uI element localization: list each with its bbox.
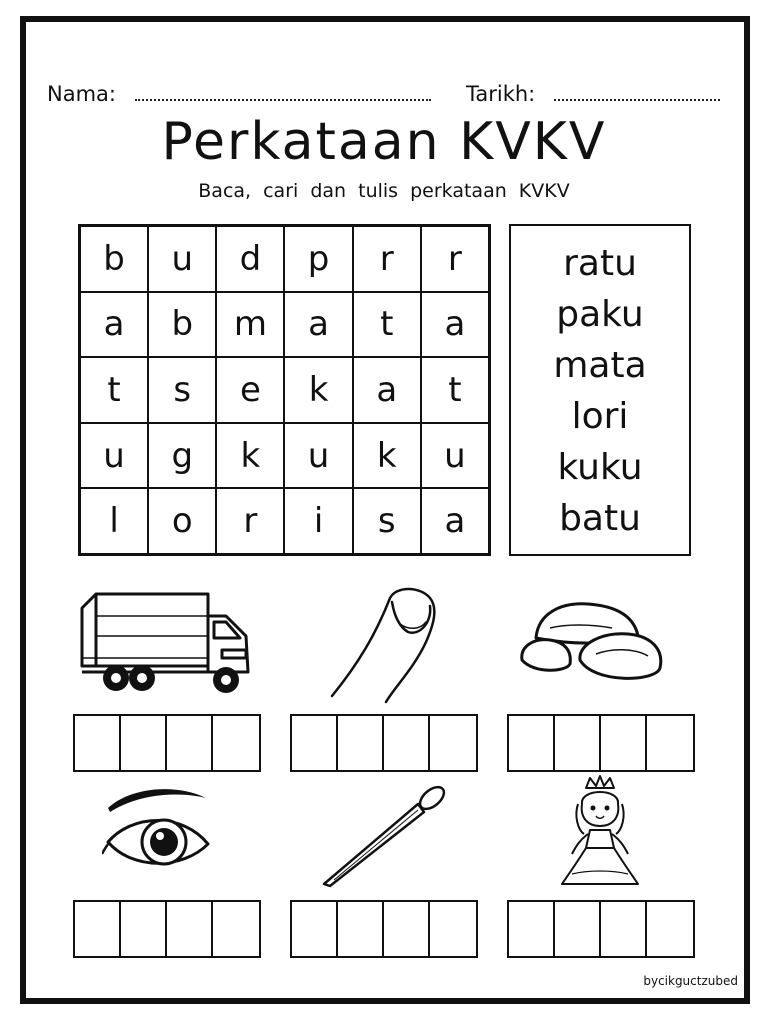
grid-cell[interactable]: k [284,357,352,423]
letter-box[interactable] [338,716,384,770]
word-list-item: batu [559,498,641,539]
answer-boxes-stones [507,714,695,772]
grid-cell[interactable]: r [216,488,284,554]
answer-boxes-nail [290,900,478,958]
name-label: Nama: [47,82,116,106]
letter-box[interactable] [121,902,167,956]
fingernail-picture [328,584,443,704]
letter-box[interactable] [555,902,601,956]
grid-cell[interactable]: l [80,488,148,554]
letter-box[interactable] [292,902,338,956]
grid-cell[interactable]: p [284,226,352,292]
letter-box[interactable] [167,716,213,770]
answer-boxes-queen [507,900,695,958]
word-list [509,224,691,556]
letter-box[interactable] [555,716,601,770]
grid-cell[interactable]: s [353,488,421,554]
name-blank[interactable] [135,83,431,101]
grid-cell[interactable]: t [421,357,489,423]
grid-cell[interactable]: i [284,488,352,554]
letter-box[interactable] [167,902,213,956]
letter-box[interactable] [75,716,121,770]
grid-cell[interactable]: g [148,423,216,489]
word-list-item: mata [553,345,647,386]
letter-box[interactable] [509,902,555,956]
grid-cell[interactable]: r [421,226,489,292]
date-blank[interactable] [554,83,720,101]
answer-boxes-fingernail [290,714,478,772]
letter-box[interactable] [384,902,430,956]
letter-box[interactable] [601,716,647,770]
letter-box[interactable] [121,716,167,770]
page-title: Perkataan KVKV [161,112,607,172]
letter-box[interactable] [647,716,693,770]
letter-box[interactable] [213,716,259,770]
grid-cell[interactable]: u [421,423,489,489]
letter-box[interactable] [430,902,476,956]
answer-boxes-eye [73,900,261,958]
letter-box[interactable] [213,902,259,956]
answer-boxes-lorry [73,714,261,772]
word-list-item: paku [556,294,644,335]
queen-picture [558,774,642,890]
letter-box[interactable] [292,716,338,770]
grid-cell[interactable]: a [353,357,421,423]
nail-picture [320,780,455,890]
lorry-picture [76,586,254,696]
grid-cell[interactable]: s [148,357,216,423]
grid-cell[interactable]: e [216,357,284,423]
grid-cell[interactable]: t [80,357,148,423]
date-label: Tarikh: [466,82,536,106]
grid-cell[interactable]: a [80,292,148,358]
grid-cell[interactable]: u [148,226,216,292]
grid-cell[interactable]: a [421,292,489,358]
letter-box[interactable] [647,902,693,956]
grid-cell[interactable]: m [216,292,284,358]
grid-cell[interactable]: b [148,292,216,358]
grid-cell[interactable]: a [284,292,352,358]
grid-cell[interactable]: b [80,226,148,292]
grid-cell[interactable]: a [421,488,489,554]
grid-cell[interactable]: k [216,423,284,489]
letter-box[interactable] [338,902,384,956]
word-list-item: ratu [563,243,637,284]
eye-picture [102,784,212,880]
word-search-grid [78,224,491,556]
grid-cell[interactable]: k [353,423,421,489]
grid-cell[interactable]: d [216,226,284,292]
grid-cell[interactable]: o [148,488,216,554]
instructions: Baca, cari dan tulis perkataan KVKV [198,180,570,202]
word-list-item: lori [571,396,629,437]
stones-picture [516,594,666,686]
grid-cell[interactable]: r [353,226,421,292]
letter-box[interactable] [75,902,121,956]
author-credit: bycikguctzubed [643,974,738,988]
letter-box[interactable] [509,716,555,770]
date-field [466,82,720,106]
grid-cell[interactable]: t [353,292,421,358]
letter-box[interactable] [384,716,430,770]
letter-box[interactable] [430,716,476,770]
word-list-item: kuku [557,447,643,488]
letter-box[interactable] [601,902,647,956]
name-field [47,82,431,106]
grid-cell[interactable]: u [284,423,352,489]
grid-cell[interactable]: u [80,423,148,489]
